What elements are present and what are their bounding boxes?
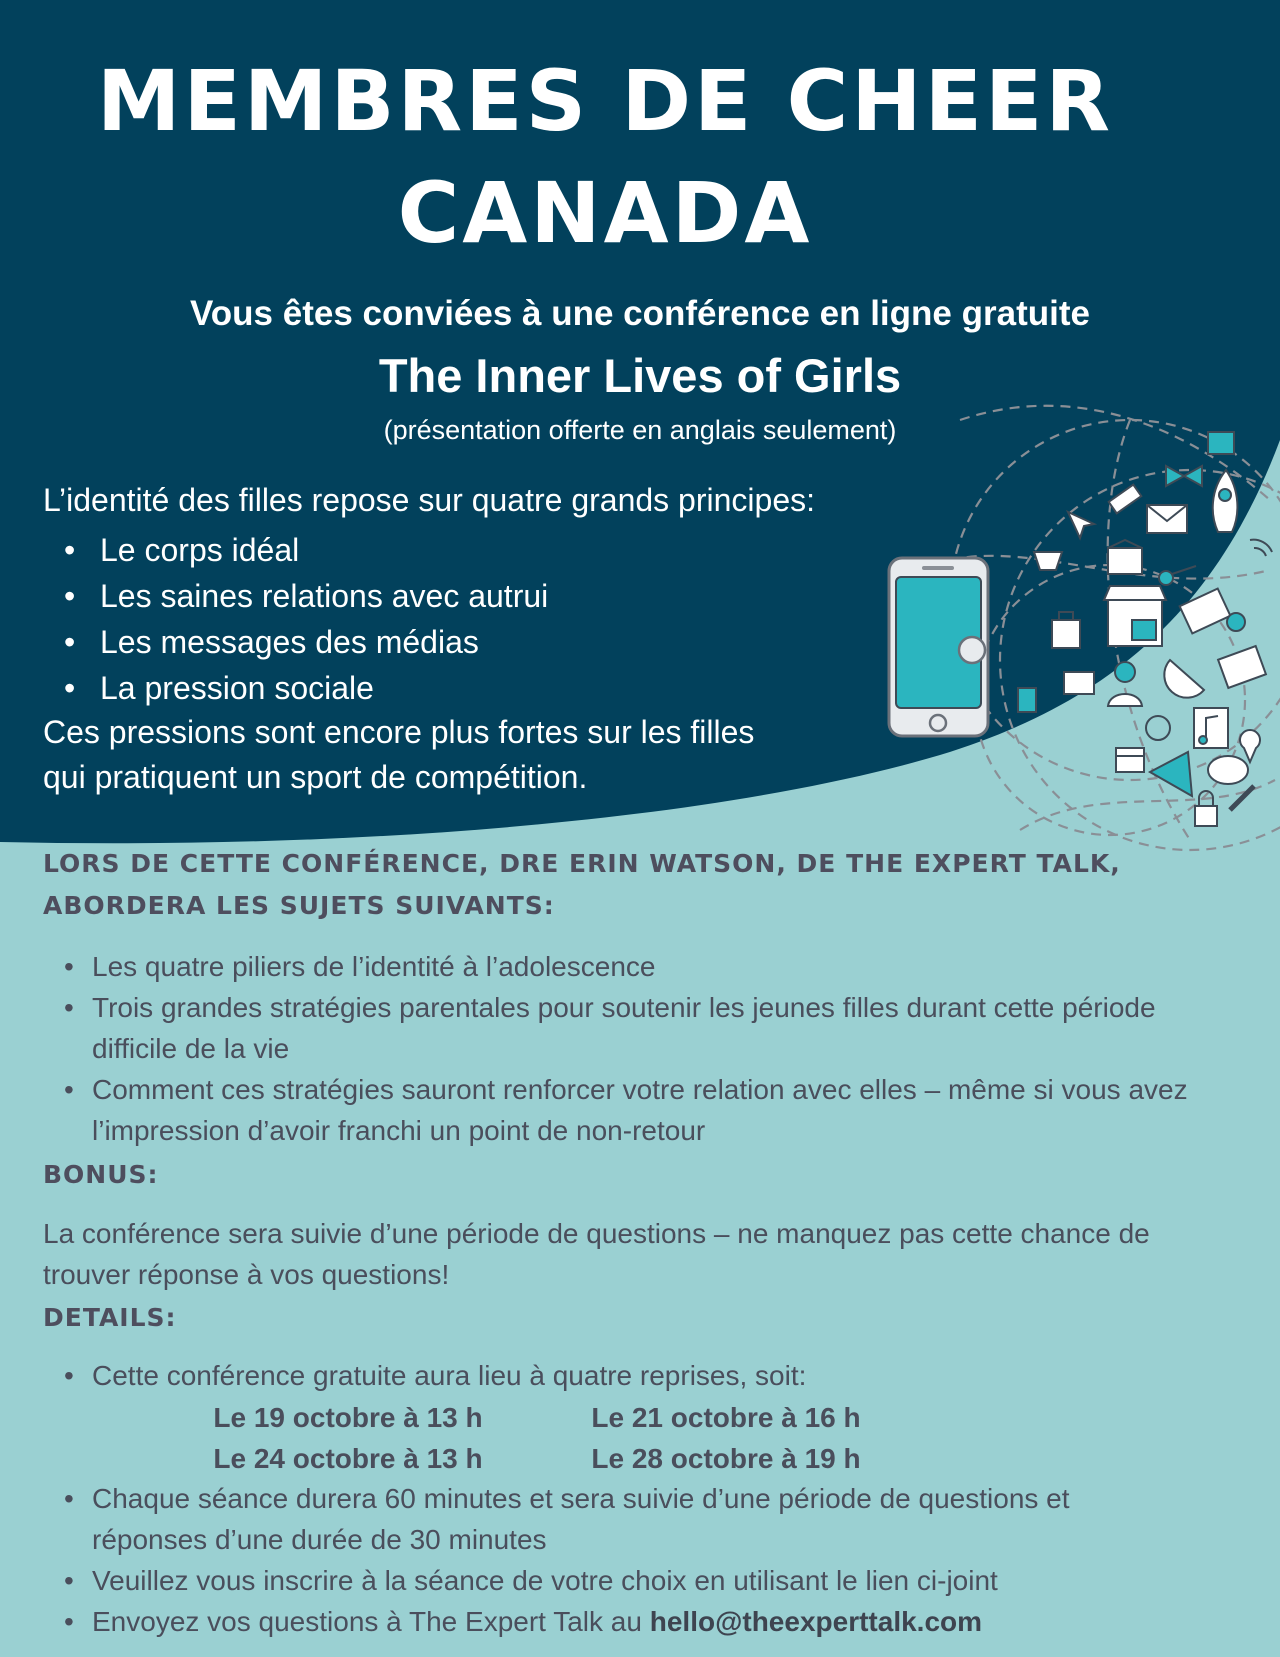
calendar-icon bbox=[1116, 748, 1144, 772]
cloud-icon bbox=[1227, 613, 1245, 631]
session-date: Le 24 octobre à 13 h bbox=[213, 1443, 483, 1474]
megaphone-icon bbox=[1150, 752, 1192, 796]
title-line-1: MEMBRES DE CHEER bbox=[96, 52, 1114, 150]
principles-list bbox=[60, 527, 548, 711]
language-note: (présentation offerte en anglais seulement) bbox=[383, 415, 897, 445]
wrench-icon bbox=[1230, 786, 1254, 810]
details-list-continued bbox=[60, 1478, 1190, 1642]
intro-lead: L’identité des filles repose sur quatre grands principes: bbox=[43, 482, 815, 518]
store-icon bbox=[1104, 586, 1166, 646]
email-link[interactable]: hello@theexperttalk.com bbox=[649, 1606, 983, 1637]
topics-heading bbox=[43, 843, 1223, 927]
list-item: • Chaque séance durera 60 minutes et sera suivie d’une période de questions et réponses d’une durée de 30 minutes bbox=[60, 1478, 1190, 1560]
list-item: • Les quatre piliers de l’identité à l’adolescence bbox=[60, 946, 1190, 987]
pressure-line-2: qui pratiquent un sport de compétition. bbox=[43, 759, 588, 795]
pressure-text bbox=[43, 710, 863, 800]
session-date: Le 21 octobre à 16 h bbox=[591, 1402, 861, 1433]
conference-title: The Inner Lives of Girls bbox=[378, 349, 902, 402]
bonus-heading: BONUS: bbox=[43, 1160, 159, 1189]
bonus-text: La conférence sera suivie d’une période de questions – ne manquez pas cette chance de trouver réponse à vos questions! bbox=[43, 1218, 1150, 1290]
topics-list bbox=[60, 946, 1190, 1151]
title-line-2: CANADA bbox=[397, 164, 813, 262]
satellite-dish-icon bbox=[1164, 660, 1204, 698]
at-sign-icon bbox=[1146, 716, 1170, 740]
details-list bbox=[60, 1355, 1190, 1396]
list-item: • Veuillez vous inscrire à la séance de votre choix en utilisant le lien ci-joint bbox=[60, 1560, 1190, 1601]
session-date: Le 28 octobre à 19 h bbox=[591, 1443, 861, 1474]
list-item: • Les messages des médias bbox=[60, 619, 548, 665]
list-item: • Trois grandes stratégies parentales pour soutenir les jeunes filles durant cette période difficile de la vie bbox=[60, 987, 1190, 1069]
topics-heading-line-2: ABORDERA LES SUJETS SUIVANTS: bbox=[43, 891, 555, 920]
list-item: • Cette conférence gratuite aura lieu à quatre reprises, soit: bbox=[60, 1355, 1190, 1396]
music-note-icon bbox=[1194, 708, 1228, 748]
session-date: Le 19 octobre à 13 h bbox=[213, 1402, 483, 1433]
list-item: • La pression sociale bbox=[60, 665, 548, 711]
list-item bbox=[60, 1601, 1190, 1642]
list-item: • Les saines relations avec autrui bbox=[60, 573, 548, 619]
invite-line: Vous êtes conviées à une conférence en ligne gratuite bbox=[190, 294, 1090, 333]
chat-bubble-icon bbox=[1208, 756, 1248, 784]
list-item: • Comment ces stratégies sauront renforcer votre relation avec elles – même si vous avez l’impression d’avoir franchi un point de non-retour bbox=[60, 1069, 1190, 1151]
briefcase-icon bbox=[1064, 672, 1094, 694]
topics-heading-line-1: LORS DE CETTE CONFÉRENCE, DRE ERIN WATSON, DE THE EXPERT TALK, bbox=[43, 849, 1121, 878]
presentation-icon bbox=[1218, 646, 1266, 688]
location-pin-icon bbox=[1240, 730, 1260, 762]
envelope-icon bbox=[1147, 505, 1187, 533]
smartphone-icon bbox=[889, 558, 988, 736]
questions-prefix: Envoyez vos questions à The Expert Talk au bbox=[92, 1606, 650, 1637]
shopping-cart-icon bbox=[1034, 552, 1062, 570]
details-heading: DETAILS: bbox=[43, 1303, 177, 1332]
list-item: • Le corps idéal bbox=[60, 527, 548, 573]
tag-icon bbox=[1018, 688, 1036, 712]
pressure-line-1: Ces pressions sont encore plus fortes sur les filles bbox=[43, 714, 755, 750]
wifi-icon bbox=[1250, 540, 1272, 556]
